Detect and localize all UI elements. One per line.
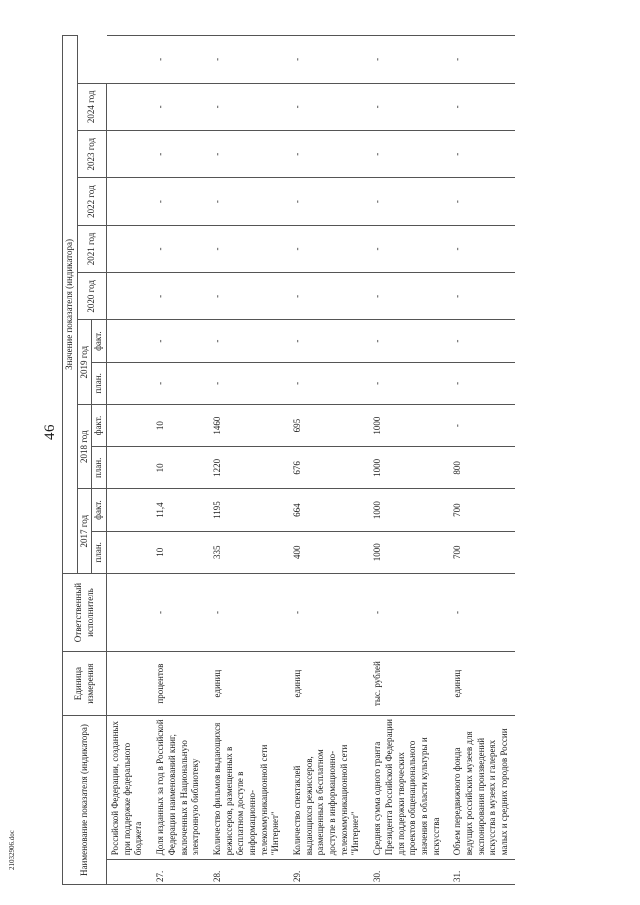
value-cell: 800	[446, 447, 514, 489]
value-cell: 700	[446, 531, 514, 573]
value-cell: 11,4	[149, 489, 206, 531]
executor-cell: -	[446, 573, 514, 651]
table-row	[206, 36, 286, 885]
header-fact-2017: факт.	[92, 489, 107, 531]
indicator-name: Количество фильмов выдающихся режиссеров, размещенных в бесплатном доступе в информационно-телекоммуникационной сети "Интернет"	[206, 716, 286, 860]
header-year-2019: 2019 год	[77, 320, 92, 404]
value-cell	[107, 447, 150, 489]
value-cell: -	[286, 320, 366, 362]
value-cell: -	[206, 273, 286, 320]
value-cell: -	[149, 178, 206, 225]
value-cell: -	[206, 320, 286, 362]
header-year-2017: 2017 год	[77, 489, 92, 573]
executor-cell: -	[149, 573, 206, 651]
executor-cell	[107, 573, 150, 651]
value-cell: -	[286, 178, 366, 225]
value-cell: 1460	[206, 404, 286, 446]
value-cell: -	[446, 404, 514, 446]
value-cell: -	[149, 36, 206, 84]
row-number	[107, 860, 150, 885]
value-cell: -	[446, 273, 514, 320]
value-cell: -	[366, 178, 446, 225]
table-row	[286, 36, 366, 885]
header-year-2020: 2020 год	[77, 273, 106, 320]
value-cell	[107, 131, 150, 178]
executor-cell: -	[286, 573, 366, 651]
indicator-name: Средняя сумма одного гранта Президента Российской Федерации для поддержки творческих проектов общенационального значения в области культуры и искусства	[366, 716, 446, 860]
table-header	[63, 36, 107, 885]
unit-cell: единиц	[446, 652, 514, 716]
value-cell: -	[206, 83, 286, 130]
row-number: 28.	[206, 860, 286, 885]
value-cell: 1220	[206, 447, 286, 489]
value-cell: -	[286, 225, 366, 272]
page-number: 46	[42, 424, 58, 440]
table-row	[149, 36, 206, 885]
indicator-name: Доля изданных за год в Российской Федерации наименований книг, включенных в Национальную электронную библиотеку	[149, 716, 206, 860]
executor-cell: -	[366, 573, 446, 651]
header-fact-2018: факт.	[92, 404, 107, 446]
header-year-2018: 2018 год	[77, 404, 92, 488]
value-cell: -	[286, 273, 366, 320]
value-cell: -	[206, 131, 286, 178]
value-cell: 1000	[366, 447, 446, 489]
indicator-table-sheet	[62, 25, 622, 885]
value-cell: -	[446, 36, 514, 84]
value-cell: -	[206, 36, 286, 84]
value-cell: -	[149, 273, 206, 320]
value-cell: -	[286, 36, 366, 84]
value-cell: -	[206, 225, 286, 272]
header-plan-2017: план.	[92, 531, 107, 573]
header-year-2021: 2021 год	[77, 225, 106, 272]
value-cell: -	[206, 362, 286, 404]
unit-cell: единиц	[206, 652, 286, 716]
row-number: 27.	[149, 860, 206, 885]
value-cell: -	[149, 131, 206, 178]
value-cell: 1000	[366, 404, 446, 446]
unit-cell: процентов	[149, 652, 206, 716]
value-cell	[107, 225, 150, 272]
unit-cell: единиц	[286, 652, 366, 716]
header-unit: Единица измерения	[63, 652, 107, 716]
header-plan-2019: план.	[92, 362, 107, 404]
value-cell: -	[206, 178, 286, 225]
value-cell: 10	[149, 404, 206, 446]
table-body	[107, 36, 515, 885]
value-cell: -	[446, 131, 514, 178]
value-cell: 695	[286, 404, 366, 446]
document-code: 21032906.doc	[8, 830, 16, 870]
value-cell: -	[366, 225, 446, 272]
value-cell: -	[446, 225, 514, 272]
indicator-table	[62, 35, 515, 885]
row-number: 29.	[286, 860, 366, 885]
value-cell: -	[286, 83, 366, 130]
value-cell: -	[366, 320, 446, 362]
value-cell: 10	[149, 531, 206, 573]
value-cell: -	[366, 36, 446, 84]
header-year-2024: 2024 год	[77, 83, 106, 130]
value-cell: 700	[446, 489, 514, 531]
value-cell: -	[366, 362, 446, 404]
row-number: 31.	[446, 860, 514, 885]
value-cell: -	[366, 83, 446, 130]
value-cell: -	[149, 83, 206, 130]
value-cell: -	[446, 362, 514, 404]
executor-cell: -	[206, 573, 286, 651]
value-cell: -	[446, 320, 514, 362]
header-executor: Ответственный исполнитель	[63, 573, 107, 651]
unit-cell: тыс. рублей	[366, 652, 446, 716]
value-cell: -	[366, 131, 446, 178]
value-cell: -	[286, 131, 366, 178]
value-cell	[107, 531, 150, 573]
value-cell: 10	[149, 447, 206, 489]
value-cell: 400	[286, 531, 366, 573]
unit-cell	[107, 652, 150, 716]
value-cell: -	[366, 273, 446, 320]
value-cell: 1000	[366, 531, 446, 573]
indicator-name: Количество спектаклей выдающихся режиссеров, размещенных в бесплатном доступе в информационно-телекоммуникационной сети "Интернет"	[286, 716, 366, 860]
header-year-2022: 2022 год	[77, 178, 106, 225]
value-cell: -	[149, 362, 206, 404]
header-year-2023: 2023 год	[77, 131, 106, 178]
table-row	[107, 36, 150, 885]
table-row	[366, 36, 446, 885]
table-row	[446, 36, 514, 885]
value-cell	[107, 404, 150, 446]
value-cell: 1000	[366, 489, 446, 531]
value-cell	[107, 178, 150, 225]
value-cell: -	[446, 83, 514, 130]
indicator-name: Российской Федерации, созданных при поддержке федерального бюджета	[107, 716, 150, 860]
value-cell	[107, 273, 150, 320]
row-number: 30.	[366, 860, 446, 885]
value-cell	[107, 362, 150, 404]
header-fact-2019: факт.	[92, 320, 107, 362]
value-cell: -	[149, 320, 206, 362]
indicator-name: Объем передвижного фонда ведущих российских музеев для экспонирования произведений искусства в музеях и галереях малых и средних городов России	[446, 716, 514, 860]
value-cell	[107, 36, 150, 84]
value-cell: -	[446, 178, 514, 225]
value-cell	[107, 320, 150, 362]
value-cell: 1195	[206, 489, 286, 531]
header-values-group: Значение показателя (индикатора)	[63, 36, 78, 574]
value-cell: -	[286, 362, 366, 404]
value-cell	[107, 83, 150, 130]
value-cell	[107, 489, 150, 531]
value-cell: 335	[206, 531, 286, 573]
header-plan-2018: план.	[92, 447, 107, 489]
value-cell: 676	[286, 447, 366, 489]
value-cell: -	[149, 225, 206, 272]
header-indicator-name: Наименование показателя (индикатора)	[63, 716, 107, 885]
value-cell: 664	[286, 489, 366, 531]
